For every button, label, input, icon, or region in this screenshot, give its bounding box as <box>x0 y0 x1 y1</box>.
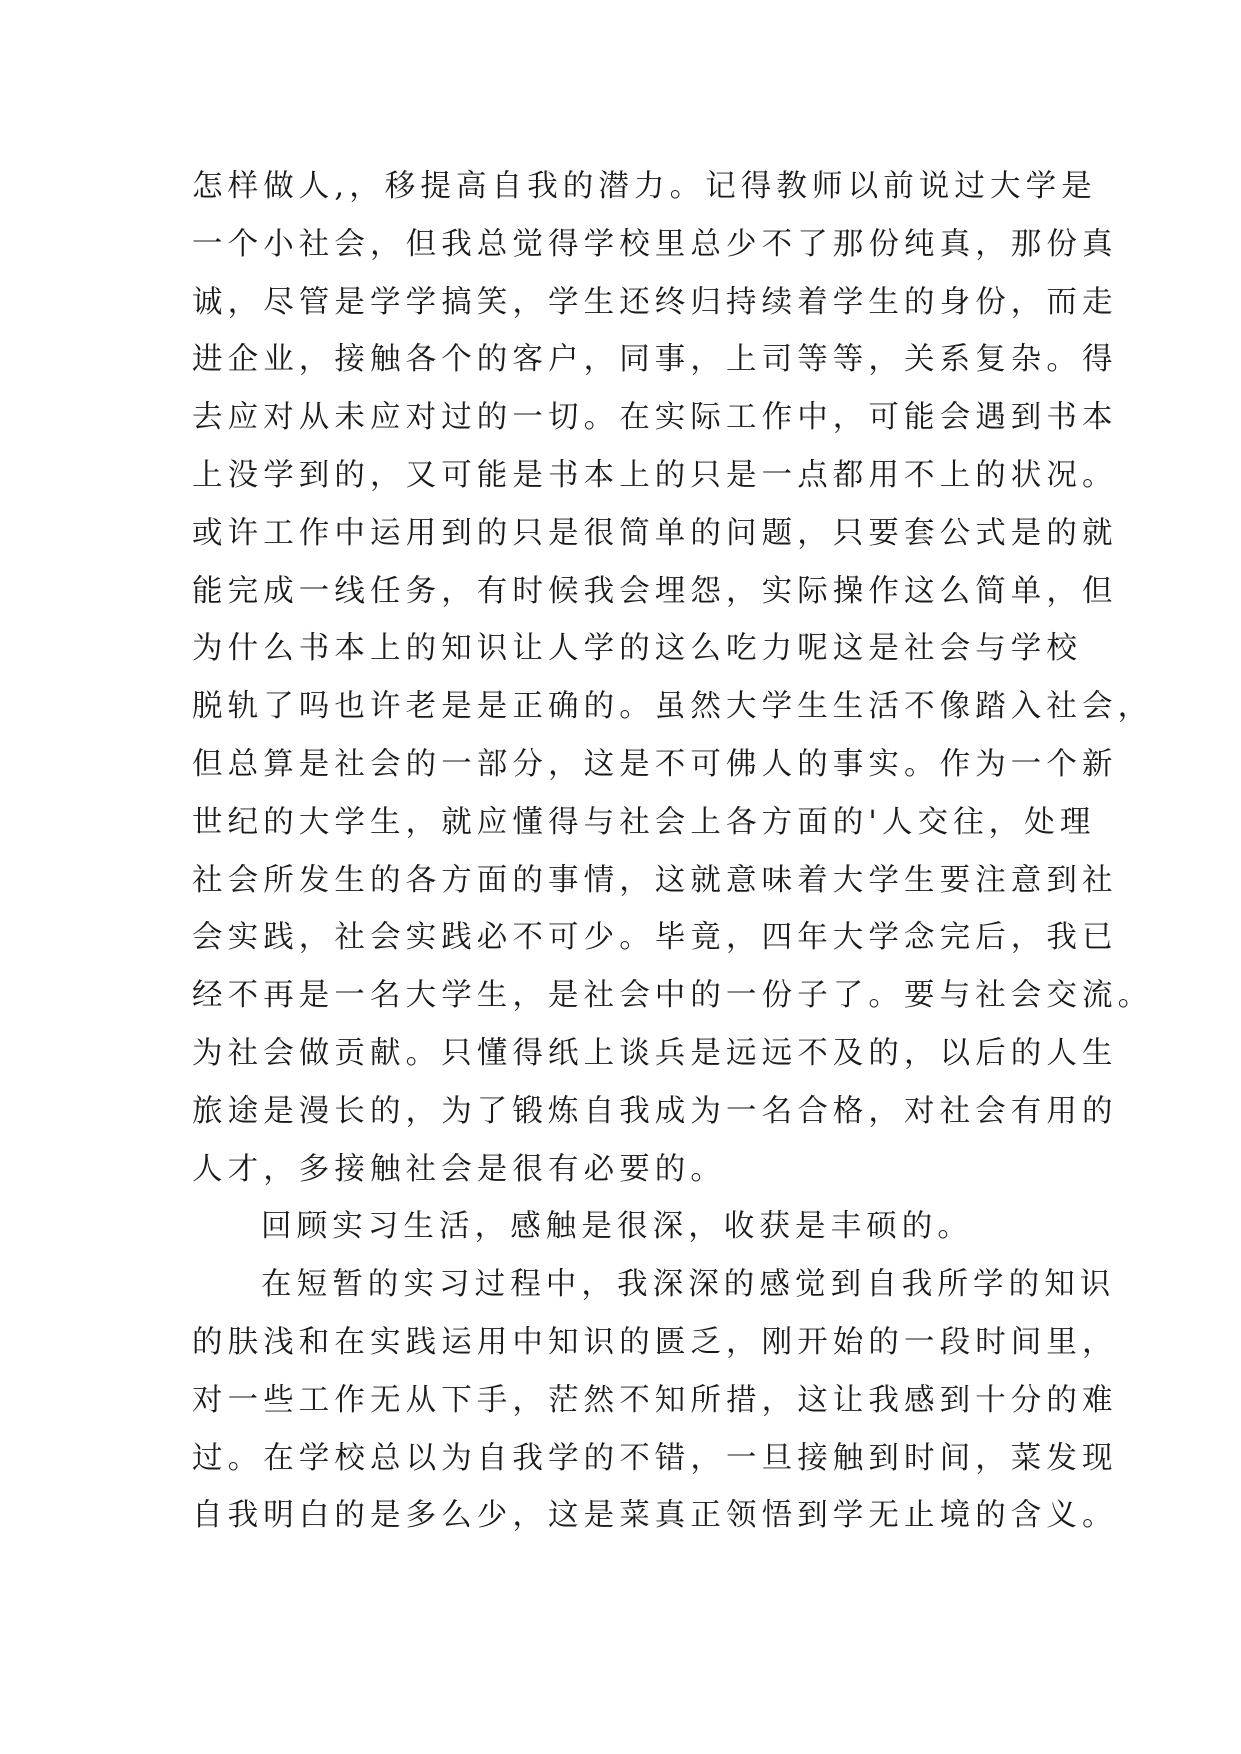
text-line: 或许工作中运用到的只是很简单的问题，只要套公式是的就 <box>192 515 1118 551</box>
text-line: 对一些工作无从下手，茫然不知所措，这让我感到十分的难 <box>192 1382 1118 1418</box>
text-line: 人才，多接触社会是很有必要的。 <box>192 1151 726 1187</box>
text-line: 一个小社会，但我总觉得学校里总少不了那份纯真，那份真 <box>192 226 1118 262</box>
text-line: 的肤浅和在实践运用中知识的匮乏，刚开始的一段时间里， <box>192 1324 1118 1360</box>
paragraph-start-line: 在短暂的实习过程中，我深深的感觉到自我所学的知识 <box>261 1267 1116 1303</box>
text-line: 世纪的大学生，就应懂得与社会上各方面的'人交往，处理 <box>192 804 1096 840</box>
text-line: 会实践，社会实践必不可少。毕竟，四年大学念完后，我已 <box>192 920 1118 956</box>
text-line: 自我明白的是多么少，这是菜真正领悟到学无止境的含义。 <box>192 1498 1118 1534</box>
text-line: 上没学到的，又可能是书本上的只是一点都用不上的状况。 <box>192 457 1118 493</box>
text-line: 怎样做人,，移提高自我的潜力。记得教师以前说过大学是 <box>192 169 1097 204</box>
text-line: 为社会做贡献。只懂得纸上谈兵是远远不及的，以后的人生 <box>192 1035 1118 1071</box>
text-line: 诚，尽管是学学搞笑，学生还终归持续着学生的身份，而走 <box>192 284 1118 320</box>
text-line: 去应对从未应对过的一切。在实际工作中，可能会遇到书本 <box>192 400 1118 436</box>
text-line: 能完成一线任务，有时候我会埋怨，实际操作这么简单，但 <box>192 573 1118 609</box>
text-line: 脱轨了吗也许老是是正确的。虽然大学生生活不像踏入社会， <box>192 689 1154 725</box>
text-line: 旅途是漫长的，为了锻炼自我成为一名合格，对社会有用的 <box>192 1093 1118 1129</box>
text-line: 进企业，接触各个的客户，同事，上司等等，关系复杂。得 <box>192 342 1118 378</box>
body-text <box>192 158 1154 1545</box>
paragraph-start-line: 回顾实习生活，感触是很深，收获是丰硕的。 <box>261 1209 973 1245</box>
text-line: 社会所发生的各方面的事情，这就意味着大学生要注意到社 <box>192 862 1118 898</box>
text-line: 经不再是一名大学生，是社会中的一份子了。要与社会交流。 <box>192 978 1154 1014</box>
text-line: 为什么书本上的知识让人学的这么吃力呢这是社会与学校 <box>192 631 1082 667</box>
text-line: 过。在学校总以为自我学的不错，一旦接触到时间，菜发现 <box>192 1440 1118 1476</box>
text-line: 但总算是社会的一部分，这是不可佛人的事实。作为一个新 <box>192 746 1118 782</box>
